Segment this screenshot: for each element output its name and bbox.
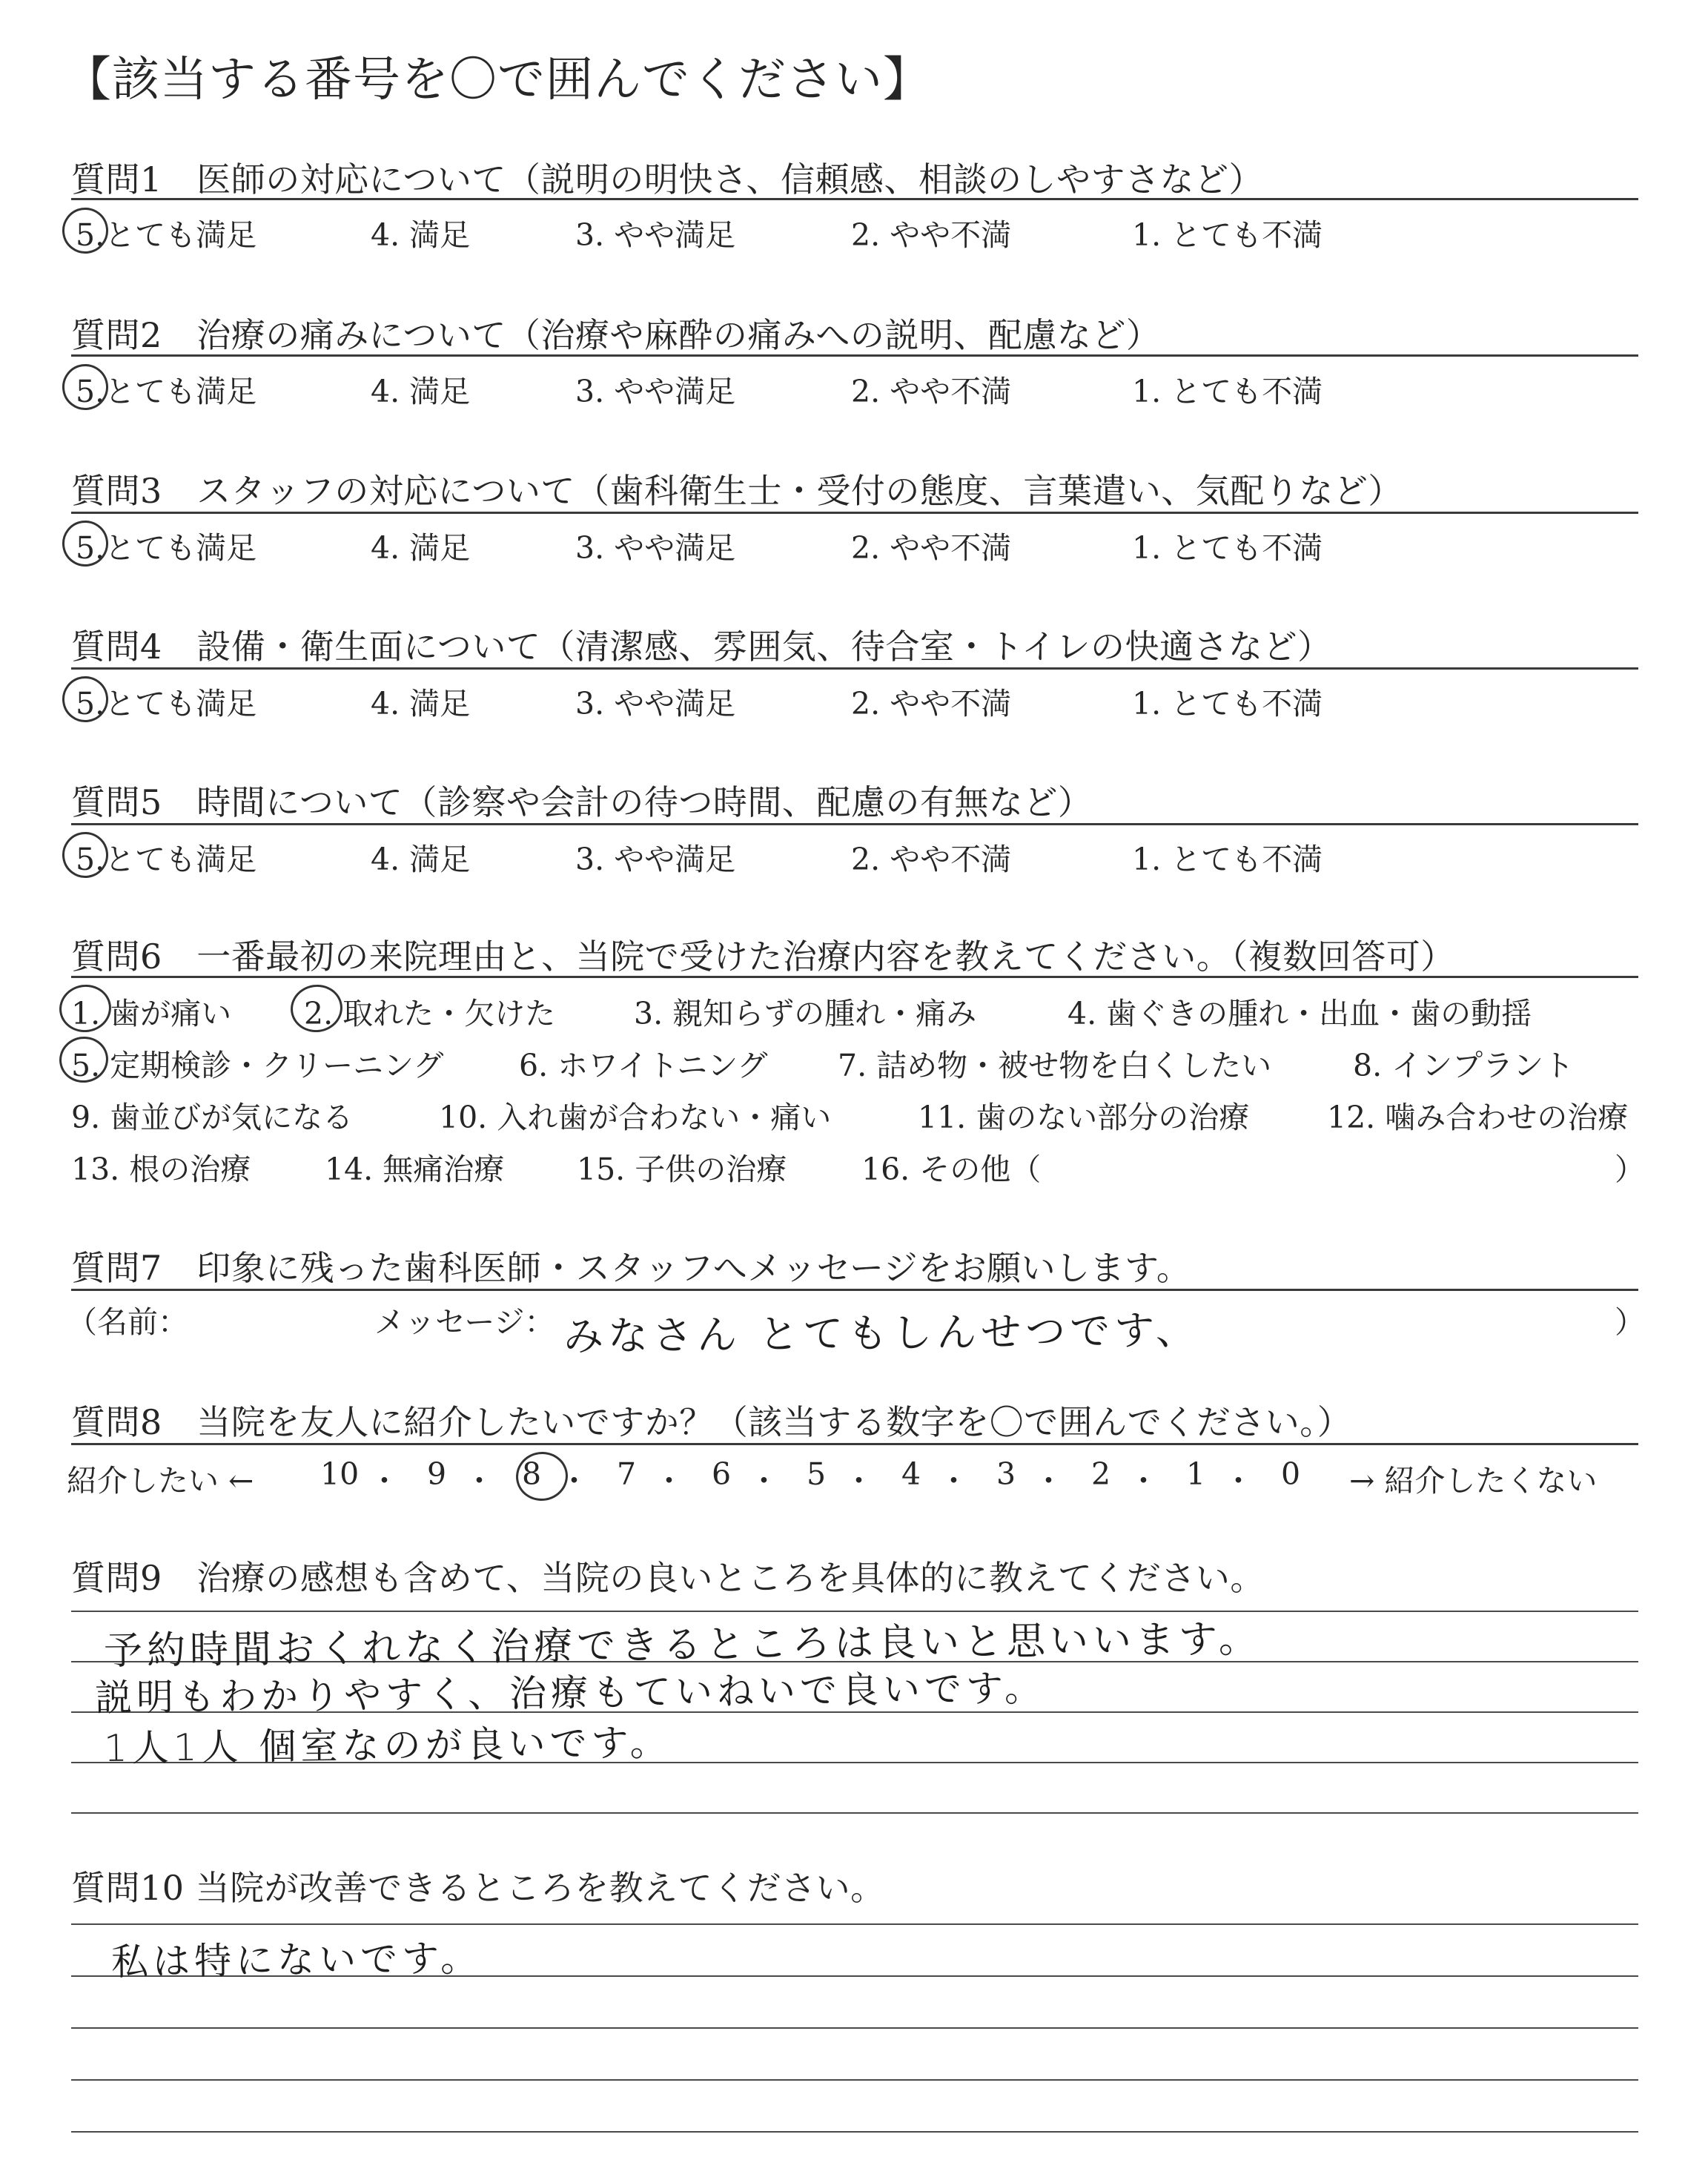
q7-message-handwritten[interactable]: みなさん とてもしんせつです、 (563, 1307, 1201, 1360)
q8-number-8[interactable]: 8 (522, 1456, 542, 1492)
q8-separator-dot: ・ (1223, 1463, 1254, 1499)
q6-option-9[interactable]: 9. 歯並びが気になる (71, 1100, 354, 1135)
question-1-title: 質問1 医師の対応について（説明の明快さ、信頼感、相談のしやすさなど） (71, 159, 1264, 199)
question-4-title: 質問4 設備・衛生面について（清潔感、雰囲気、待合室・トイレの快適さなど） (71, 627, 1332, 667)
q8-number-10[interactable]: 10 (320, 1456, 360, 1492)
q1-option-1[interactable]: 1. とても不満 (1132, 217, 1323, 253)
q1-option-5[interactable]: 5.とても満足 (76, 217, 257, 253)
q9-line-5 (71, 1812, 1638, 1814)
q2-option-1[interactable]: 1. とても不満 (1132, 374, 1323, 409)
q5-option-5[interactable]: 5.とても満足 (76, 842, 257, 877)
q9-answer-line-2[interactable]: 説明もわかりやすく、治療もていねいで良いです。 (94, 1666, 1047, 1720)
q10-line-1 (71, 1923, 1638, 1925)
q8-number-6[interactable]: 6 (712, 1456, 732, 1492)
q6-option-4[interactable]: 4. 歯ぐきの腫れ・出血・歯の動揺 (1068, 996, 1532, 1031)
q8-separator-dot: ・ (1033, 1463, 1064, 1499)
q10-line-5 (71, 2131, 1638, 2133)
q8-separator-dot: ・ (464, 1463, 494, 1499)
q7-message-label: メッセージ： (374, 1304, 555, 1340)
q3-option-1[interactable]: 1. とても不満 (1132, 530, 1323, 566)
q1-option-2[interactable]: 2. やや不満 (851, 217, 1012, 253)
q4-option-4[interactable]: 4. 満足 (371, 686, 471, 721)
q3-option-2[interactable]: 2. やや不満 (851, 530, 1012, 566)
q6-option-3[interactable]: 3. 親知らずの腫れ・痛み (634, 996, 977, 1031)
q1-option-4[interactable]: 4. 満足 (371, 217, 471, 253)
q8-separator-dot: ・ (654, 1463, 684, 1499)
question-4-rule (71, 667, 1638, 670)
q6-option-11[interactable]: 11. 歯のない部分の治療 (918, 1100, 1250, 1135)
q8-separator-dot: ・ (844, 1463, 874, 1499)
q5-option-1[interactable]: 1. とても不満 (1132, 842, 1323, 877)
q6-option-15[interactable]: 15. 子供の治療 (577, 1152, 787, 1187)
q4-option-1[interactable]: 1. とても不満 (1132, 686, 1323, 721)
question-6-rule (71, 976, 1638, 978)
question-7-rule (71, 1289, 1638, 1291)
q6-option-8[interactable]: 8. インプラント (1353, 1048, 1575, 1083)
q8-number-9[interactable]: 9 (427, 1456, 447, 1492)
question-3-rule (71, 512, 1638, 514)
q6-option-1[interactable]: 1. 歯が痛い (71, 996, 232, 1031)
q8-right-label: → 紹介したくない (1349, 1463, 1598, 1499)
question-9-title: 質問9 治療の感想も含めて、当院の良いところを具体的に教えてください。 (71, 1558, 1265, 1598)
q3-option-4[interactable]: 4. 満足 (371, 530, 471, 566)
q8-separator-dot: ・ (939, 1463, 969, 1499)
question-5-title: 質問5 時間について（診察や会計の待つ時間、配慮の有無など） (71, 782, 1093, 822)
instructions-header: 【該当する番号を〇で囲んでください】 (64, 53, 931, 108)
q10-answer-line-1[interactable]: 私は特にないです。 (110, 1936, 483, 1984)
q1-option-3[interactable]: 3. やや満足 (575, 217, 736, 253)
q6-option-12[interactable]: 12. 噛み合わせの治療 (1327, 1100, 1629, 1135)
q2-option-5[interactable]: 5.とても満足 (76, 374, 257, 409)
q7-name-label: （名前： (67, 1304, 188, 1340)
q8-number-4[interactable]: 4 (901, 1456, 921, 1492)
q6-other-close-paren: ） (1615, 1152, 1645, 1187)
question-6-title: 質問6 一番最初の来院理由と、当院で受けた治療内容を教えてください。（複数回答可） (71, 937, 1455, 977)
question-10-title: 質問10 当院が改善できるところを教えてください。 (71, 1868, 885, 1908)
q2-option-4[interactable]: 4. 満足 (371, 374, 471, 409)
q9-answer-line-1[interactable]: 予約時間おくれなく治療できるところは良いと思いいます。 (103, 1616, 1262, 1674)
question-5-rule (71, 823, 1638, 825)
q4-option-2[interactable]: 2. やや不満 (851, 686, 1012, 721)
q2-option-2[interactable]: 2. やや不満 (851, 374, 1012, 409)
q7-close-paren: ） (1615, 1304, 1645, 1340)
q10-line-4 (71, 2079, 1638, 2081)
q6-option-10[interactable]: 10. 入れ歯が合わない・痛い (439, 1100, 832, 1135)
q8-number-1[interactable]: 1 (1186, 1456, 1206, 1492)
q8-number-0[interactable]: 0 (1281, 1456, 1301, 1492)
q10-line-3 (71, 2027, 1638, 2029)
q5-option-3[interactable]: 3. やや満足 (575, 842, 736, 877)
question-8-title: 質問8 当院を友人に紹介したいですか？（該当する数字を〇で囲んでください。） (71, 1402, 1352, 1442)
q8-number-2[interactable]: 2 (1091, 1456, 1111, 1492)
question-8-rule (71, 1443, 1638, 1445)
q6-option-13[interactable]: 13. 根の治療 (71, 1152, 251, 1187)
q5-option-4[interactable]: 4. 満足 (371, 842, 471, 877)
q2-option-3[interactable]: 3. やや満足 (575, 374, 736, 409)
q4-option-5[interactable]: 5.とても満足 (76, 686, 257, 721)
q6-option-2[interactable]: 2. 取れた・欠けた (304, 996, 556, 1031)
q4-option-3[interactable]: 3. やや満足 (575, 686, 736, 721)
q6-option-6[interactable]: 6. ホワイトニング (519, 1048, 768, 1083)
q8-separator-dot: ・ (559, 1463, 589, 1499)
q6-option-16[interactable]: 16. その他（ (861, 1152, 1042, 1187)
q5-option-2[interactable]: 2. やや不満 (851, 842, 1012, 877)
q8-separator-dot: ・ (749, 1463, 779, 1499)
question-2-title: 質問2 治療の痛みについて（治療や麻酔の痛みへの説明、配慮など） (71, 315, 1161, 355)
q8-separator-dot: ・ (369, 1463, 400, 1499)
q6-option-7[interactable]: 7. 詰め物・被せ物を白くしたい (838, 1048, 1272, 1083)
q3-option-3[interactable]: 3. やや満足 (575, 530, 736, 566)
q3-option-5[interactable]: 5.とても満足 (76, 530, 257, 566)
q6-option-14[interactable]: 14. 無痛治療 (325, 1152, 505, 1187)
q8-number-5[interactable]: 5 (807, 1456, 827, 1492)
q8-number-7[interactable]: 7 (617, 1456, 637, 1492)
q8-separator-dot: ・ (1128, 1463, 1159, 1499)
question-1-rule (71, 198, 1638, 200)
question-7-title: 質問7 印象に残った歯科医師・スタッフへメッセージをお願いします。 (71, 1248, 1191, 1288)
q8-left-label: 紹介したい ← (67, 1463, 254, 1499)
q6-option-5[interactable]: 5. 定期検診・クリーニング (71, 1048, 444, 1083)
q9-answer-line-3[interactable]: 1人1人 個室なのが良いです。 (103, 1720, 672, 1770)
q8-number-3[interactable]: 3 (996, 1456, 1016, 1492)
question-2-rule (71, 354, 1638, 357)
question-3-title: 質問3 スタッフの対応について（歯科衛生士・受付の態度、言葉遣い、気配りなど） (71, 471, 1403, 511)
